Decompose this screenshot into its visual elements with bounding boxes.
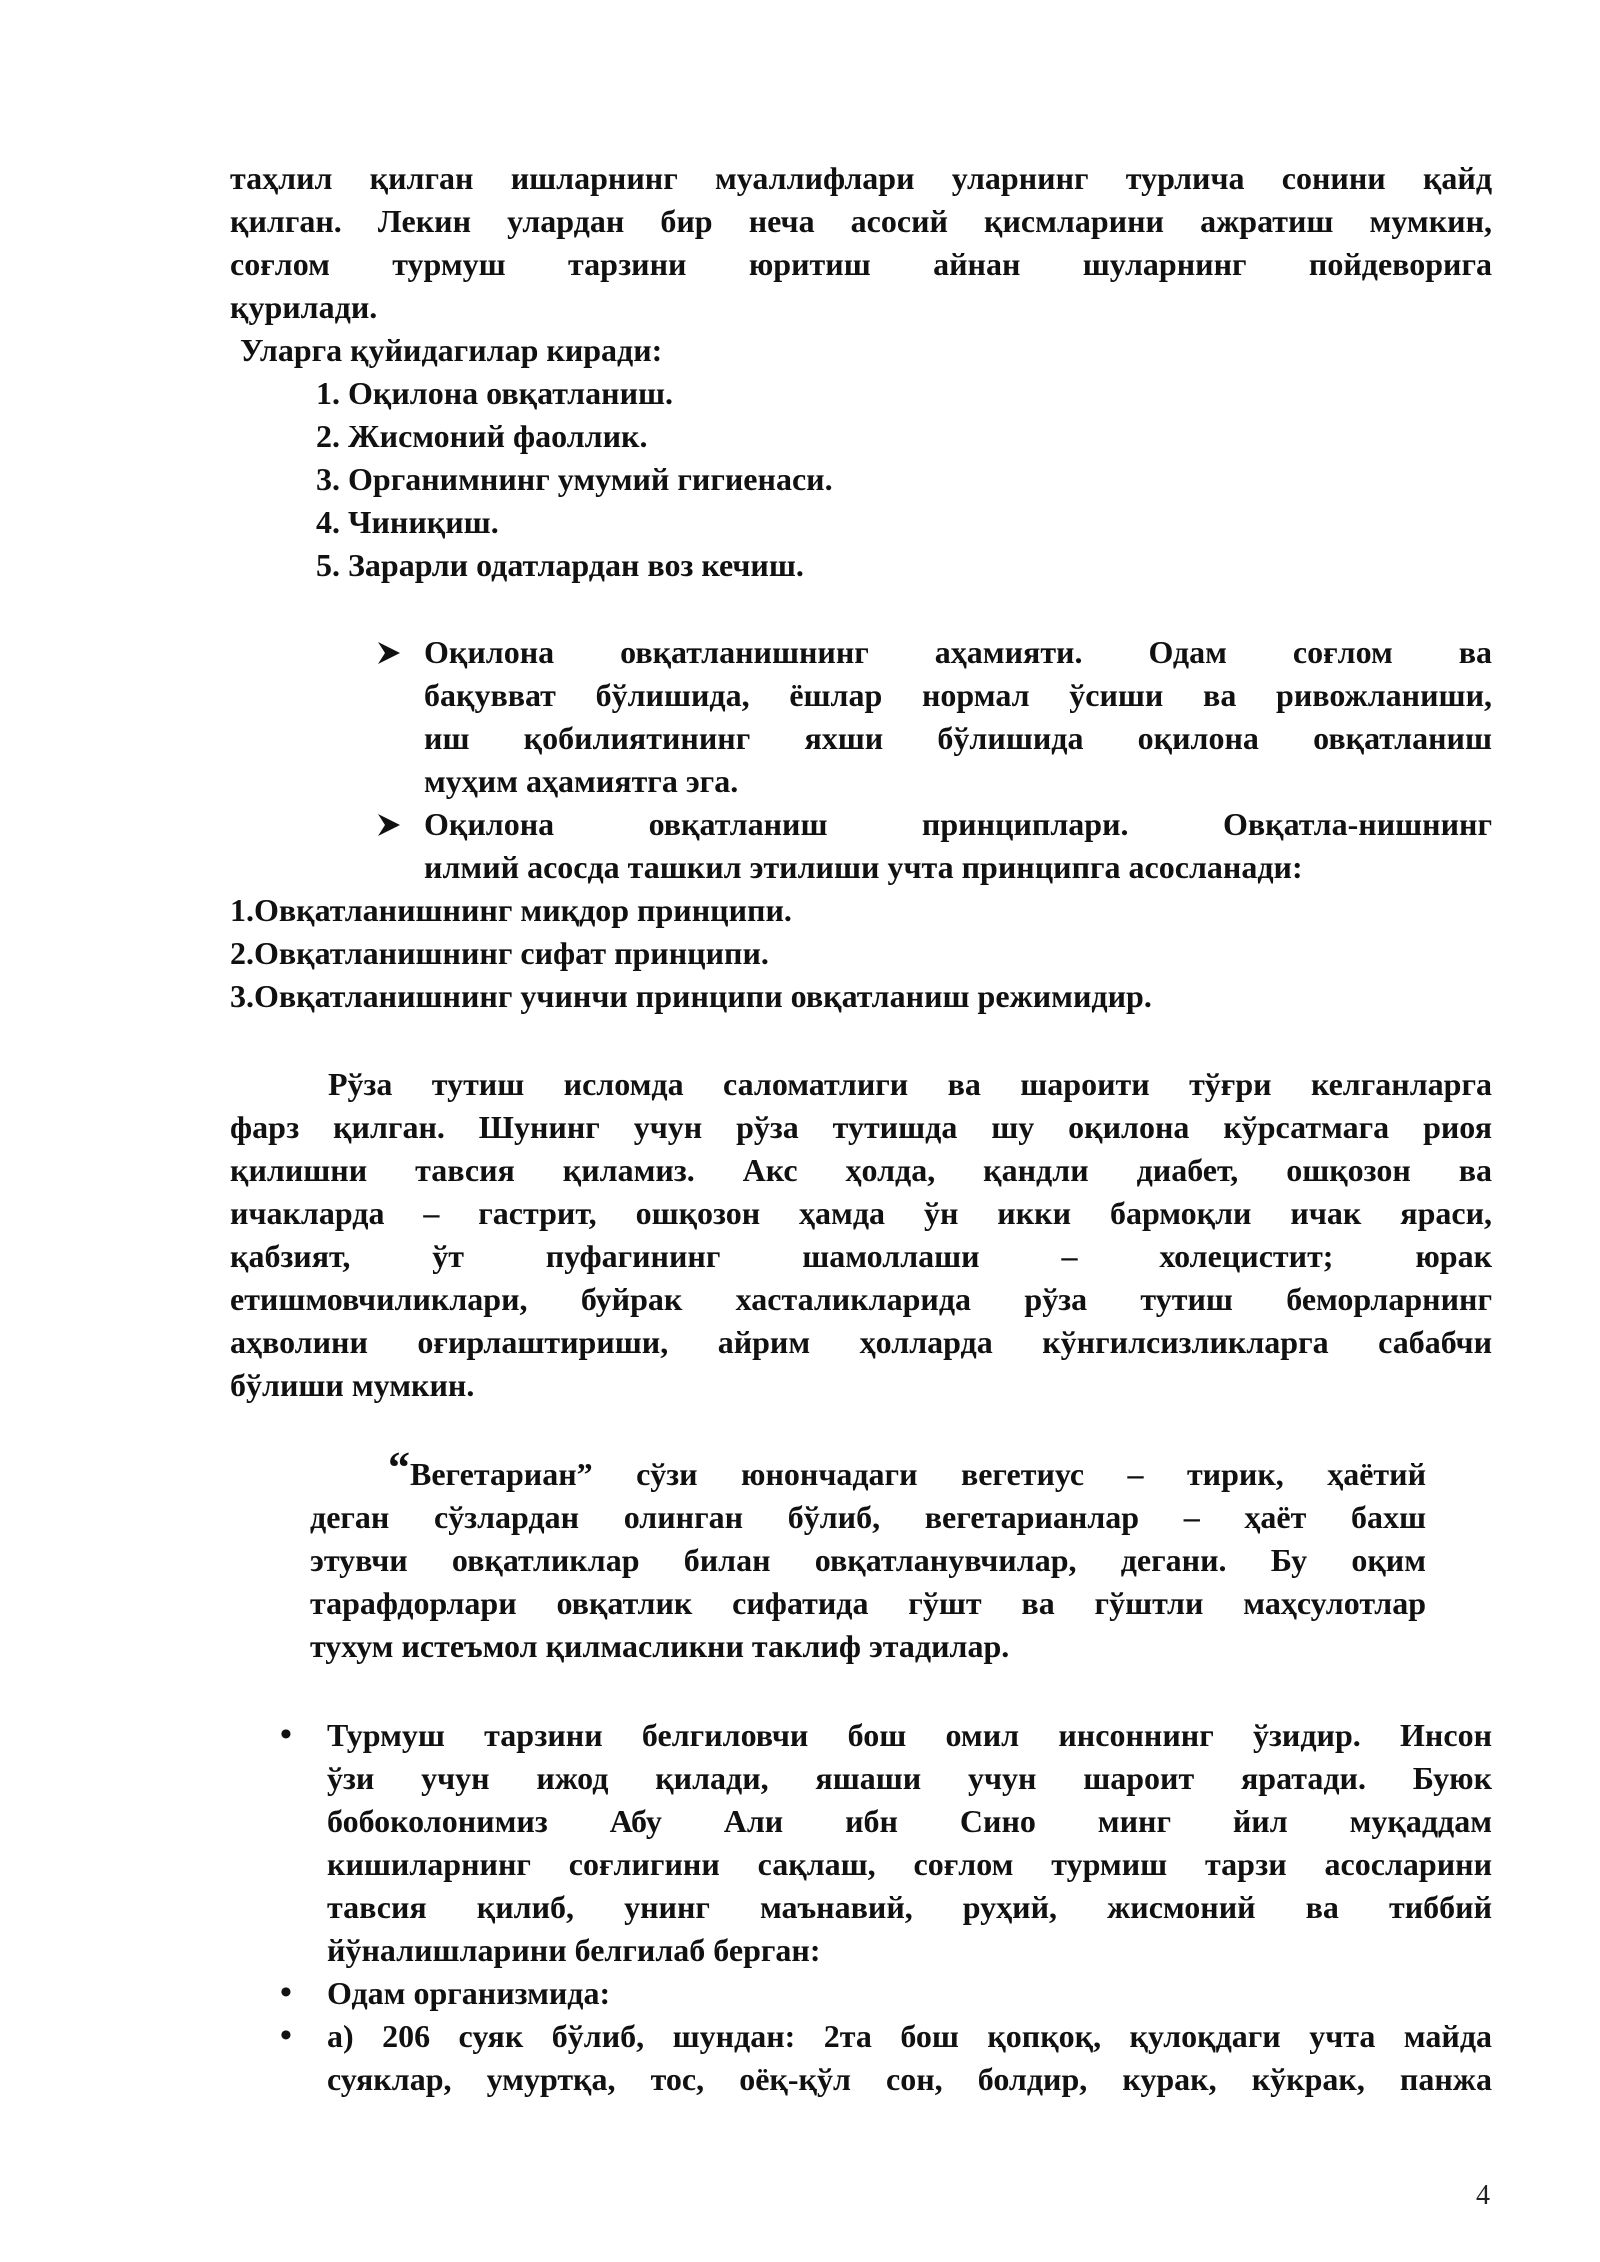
intro-line: қурилади. [230,289,378,325]
numbered-list-item: 3. Органимнинг умумий гигиенаси. [316,461,833,497]
vegetarian-paragraph-line: тухум истеъмол қилмасликни таклиф этадилар. [310,1628,1010,1664]
bullet-item-line: бобоколонимиз Абу Али ибн Сино минг йил муқаддам [327,1803,1492,1839]
bullet-item-line: ўзи учун ижод қилади, яшаши учун шароит яратади. Буюк [327,1760,1492,1796]
numbered-list-item: 2. Жисмоний фаоллик. [316,418,648,454]
fasting-paragraph-line: ичакларда – гастрит, ошқозон ҳамда ўн икки бармоқли ичак яраси, [230,1195,1492,1231]
fasting-paragraph-line: аҳволини оғирлаштириши, айрим ҳолларда кўнгилсизликларга сабабчи [230,1324,1492,1360]
fasting-paragraph-line: қабзият, ўт пуфагининг шамоллаши – холецистит; юрак [230,1238,1492,1274]
bullet-dot-icon: • [280,1716,292,1753]
numbered-list-item: 5. Зарарли одатлардан воз кечиш. [316,547,804,583]
intro-line: соғлом турмуш тарзини юритиш айнан шуларнинг пойдеворига [230,246,1492,282]
arrow-item-line: иш қобилиятининг яхши бўлишида оқилона овқатланиш [424,720,1492,756]
bullet-item-line: тавсия қилиб, унинг маънавий, руҳий, жисмоний ва тиббий [327,1889,1492,1925]
numbered-list-item: 4. Чиниқиш. [316,504,499,540]
arrow-item-line: муҳим аҳамиятга эга. [424,763,739,799]
fasting-paragraph-line: Рўза тутиш исломда саломатлиги ва шароити тўғри келганларга [328,1066,1492,1102]
arrow-bullet-icon [376,632,406,672]
arrow-item-line: Оқилона овқатланишнинг аҳамияти. Одам соғлом ва [424,634,1492,670]
arrow-item-line: илмий асосда ташкил этилиши учта принципга асосланади: [424,849,1303,885]
vegetarian-paragraph-line: Вегетариан” сўзи юнончадаги вегетиус – тирик, ҳаётий [410,1456,1426,1492]
opening-quote-mark: “ [388,1443,410,1492]
arrow-bullet-icon [376,804,406,844]
arrow-item-line: Оқилона овқатланиш принциплари. Овқатла-нишнинг [424,806,1492,842]
numbered-list-item: 1. Оқилона овқатланиш. [316,375,674,411]
fasting-paragraph-line: қилишни тавсия қиламиз. Акс ҳолда, қандли диабет, ошқозон ва [230,1152,1492,1188]
intro-line: қилган. Лекин улардан бир неча асосий қисмларини ажратиш мумкин, [230,203,1492,239]
bullet-item-line: Турмуш тарзини белгиловчи бош омил инсоннинг ўзидир. Инсон [327,1717,1492,1753]
principle-item: 3.Овқатланишнинг учинчи принципи овқатланиш режимидир. [230,978,1152,1014]
page-number: 4 [1476,2180,1490,2211]
intro-line: таҳлил қилган ишларнинг муаллифлари уларнинг турлича сонини қайд [230,160,1492,196]
fasting-paragraph-line: бўлиши мумкин. [230,1367,475,1403]
bullet-item-line: йўналишларини белгилаб берган: [327,1932,821,1968]
vegetarian-paragraph-line: тарафдорлари овқатлик сифатида гўшт ва гўштли маҳсулотлар [310,1585,1426,1621]
vegetarian-paragraph-line: этувчи овқатликлар билан овқатланувчилар, дегани. Бу оқим [310,1542,1426,1578]
bullet-item-line: кишиларнинг соғлигини сақлаш, соғлом турмиш тарзи асосларини [327,1846,1492,1882]
principle-item: 1.Овқатланишнинг миқдор принципи. [230,892,792,928]
fasting-paragraph-line: етишмовчиликлари, буйрак хасталикларида рўза тутиш беморларнинг [230,1281,1492,1317]
vegetarian-paragraph-line: деган сўзлардан олинган бўлиб, вегетарианлар – ҳаёт бахш [310,1499,1426,1535]
bullet-item-line: суяклар, умуртқа, тос, оёқ-қўл сон, болдир, курак, кўкрак, панжа [327,2061,1492,2097]
arrow-item-line: бақувват бўлишида, ёшлар нормал ўсиши ва ривожланиши, [424,677,1492,713]
list-intro: Уларга қуйидагилар киради: [240,332,663,368]
bullet-dot-icon: • [280,1974,292,2011]
fasting-paragraph-line: фарз қилган. Шунинг учун рўза тутишда шу оқилона кўрсатмага риоя [230,1109,1492,1145]
bullet-item-line: Одам организмида: [327,1975,611,2011]
bullet-item-line: а) 206 суяк бўлиб, шундан: 2та бош қопқоқ, қулоқдаги учта майда [327,2018,1492,2054]
bullet-dot-icon: • [280,2017,292,2054]
principle-item: 2.Овқатланишнинг сифат принципи. [230,935,769,971]
